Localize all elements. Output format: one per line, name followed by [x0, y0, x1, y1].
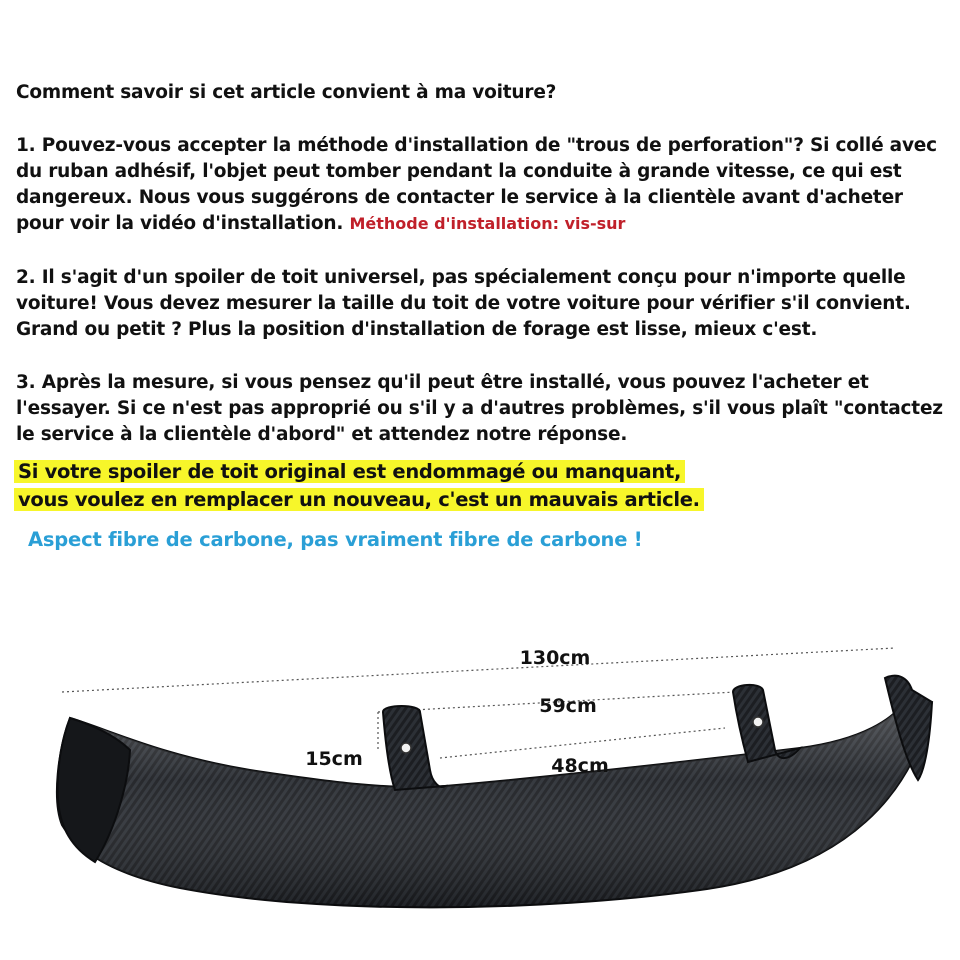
dim-59cm-label: 59cm	[539, 695, 597, 717]
carbon-look-note: Aspect fibre de carbone, pas vraiment fibre de carbone !	[28, 528, 643, 551]
dim-130cm-label: 130cm	[519, 647, 591, 669]
paragraph-universal-fit: 2. Il s'agit d'un spoiler de toit universel, pas spécialement conçu pour n'importe quelle voiture! Vous devez mesurer la taille du toit de votre voiture pour vérifier s'il convient. Grand ou petit ? Plus la position d'installation de forage est lisse, mieux c'est.	[16, 267, 911, 340]
warning-line-2: vous voulez en remplacer un nouveau, c'est un mauvais article.	[14, 488, 704, 511]
paragraph-installation	[16, 133, 951, 237]
fit-question-heading: Comment savoir si cet article convient à ma voiture?	[16, 82, 557, 103]
install-method-note: Méthode d'installation: vis-sur	[349, 214, 626, 233]
warning-line-1: Si votre spoiler de toit original est endommagé ou manquant,	[14, 460, 685, 483]
guide-48cm	[440, 728, 725, 758]
left-mount-bracket	[383, 706, 445, 790]
dim-15cm-label: 15cm	[305, 748, 363, 770]
right-mount-bracket	[733, 685, 800, 762]
left-screw-hole	[401, 743, 411, 753]
paragraph-installation-text: 1. Pouvez-vous accepter la méthode d'installation de "trous de perforation"? Si collé avec du ruban adhésif, l'objet peut tomber pendant la conduite à grande vitesse, ce qui est dangereux. Nous vous suggérons de contacter le service à la clientèle avant d'acheter pour voir la vidéo d'installation.	[16, 135, 937, 234]
spoiler-diagram	[0, 600, 960, 960]
right-screw-hole	[753, 717, 763, 727]
paragraph-measure-first: 3. Après la mesure, si vous pensez qu'il peut être installé, vous pouvez l'acheter et l'essayer. Si ce n'est pas approprié ou s'il y a d'autres problèmes, s'il vous plaît "contactez le service à la clientèle d'abord" et attendez notre réponse.	[16, 372, 943, 445]
guide-130cm	[62, 648, 895, 692]
warning-highlight	[14, 458, 704, 514]
dim-48cm-label: 48cm	[551, 755, 609, 777]
spoiler-gloss	[57, 695, 932, 907]
